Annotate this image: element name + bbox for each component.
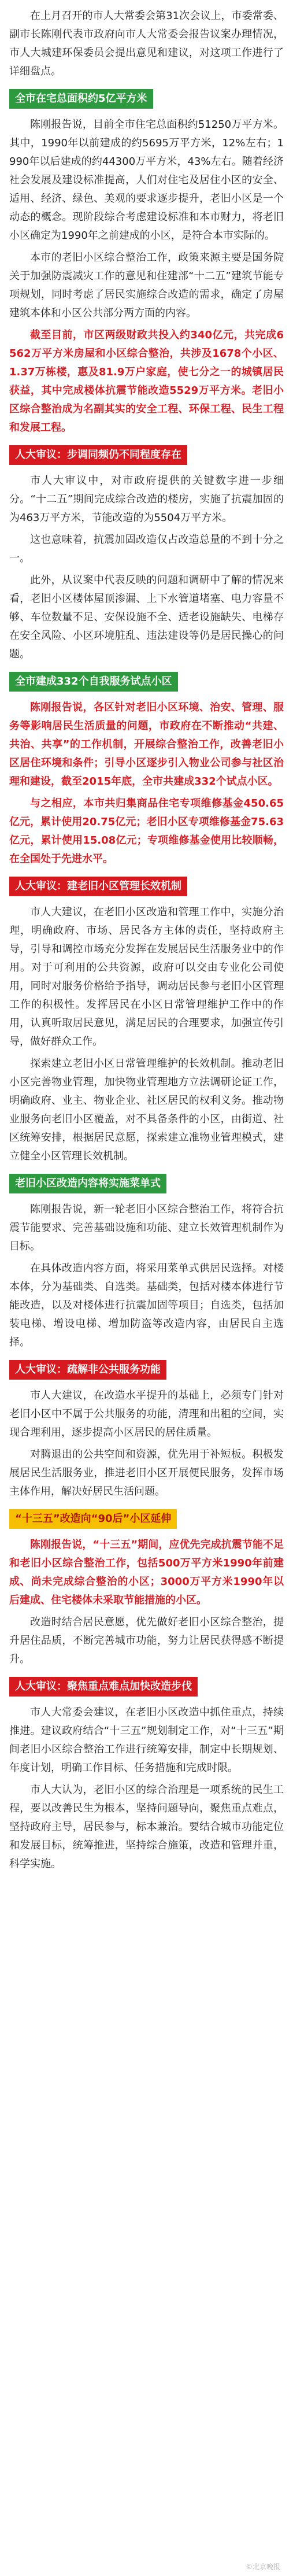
section-banner-review-pace: 人大审议：步调同频仍不同程度存在 xyxy=(9,445,187,465)
watermark-label: ©北京晚报 xyxy=(245,2563,280,2571)
intro-paragraph: 在上月召开的市人大常委会第31次会议上，市委常委、副市长陈刚代表市政府向市人大常委会报告议案办理情况，市人大城建环保委员会提出意见和建议，对这项工作进行了详细盘点。 xyxy=(9,10,284,77)
section-banner-total-area: 全市在宅总面积约5亿平方米 xyxy=(9,89,153,109)
paragraph-mechanism-advice: 市人大建议，在老旧小区改造和管理工作中，实施分治理，明确政府、市场、居民各方主体的责任，坚持政府主导，引导和调控市场充分发挥在发展居民生活服务业中的作用。对于可利用的公共资源，政府可以交由专业化公司使用，同时对服务价格给予指导，调动居民参与老旧小区管理工作的积极性。发挥居民在小区日常管理维护工作中的作用，认真听取居民意见，满足居民的合理要求，加强宣传引导，做好群众工作。 xyxy=(9,906,284,1048)
paragraph-area-report: 陈刚报告说，目前全市住宅总面积约51250万平方米。其中，1990年以前建成的约5695万平方米，12%左右；1990年以后建成的约44300万平方米，43%左右。随着经济社会发展及建设标准提高，人们对住宅及居住小区的安全、适用、经济、绿色、美观的要求逐步提升，老旧小区是一个动态的概念。现阶段综合考虑建设标准和本市财力，将老旧小区确定为1990年之前建成的小区，是符合本市实际的。 xyxy=(9,119,284,242)
paragraph-post90-quality: 改造时结合居民意愿，优先做好老旧小区综合整治，提升居住品质，不断完善城市功能，努力让居民获得感不断提升。 xyxy=(9,1616,284,1665)
paragraph-focus-system: 市人大认为，老旧小区的综合治理是一项系统的民生工程，要以改善民生为根本，坚持问题导向，聚焦重点难点，坚持政府主导，居民参与，标本兼治。要结合城市功能定位和发展目标，统筹推进，坚持综合施策，改造和管理并重，科学实施。 xyxy=(9,1784,284,1870)
section-banner-focus-difficulties: 人大审议：聚焦重点难点加快改造步伐 xyxy=(9,1677,198,1697)
paragraph-maintenance-fund: 与之相应，本市共归集商品住宅专项维修基金450.65亿元，累计使用20.75亿元；老旧小区专项维修基金75.63亿元，累计使用15.08亿元；专项维修基金使用比较顺畅，在全国处于先进水平。 xyxy=(9,797,284,865)
paragraph-review-ratio: 这也意味着，抗震加固改造仅占改造总量的不到十分之一。 xyxy=(9,534,284,564)
section-banner-pilot-communities: 全市建成332个自我服务试点小区 xyxy=(9,672,178,692)
section-banner-post-90s: “十三五”改造向“90后”小区延伸 xyxy=(9,1509,177,1529)
paragraph-menu-goal: 陈刚报告说，新一轮老旧小区综合整治工作，将符合抗震节能要求、完善基础设施和功能、建立长效管理机制作为目标。 xyxy=(9,1203,284,1252)
paragraph-review-problems: 此外，从议案中代表反映的问题和调研中了解的情况来看，老旧小区楼体屋顶渗漏、上下水管道堵塞、电力容量不够、车位数量不足、安保设施不全、适老设施缺失、电梯存在安全风险、小区环境脏乱、违法建设等仍是居民操心的问题。 xyxy=(9,574,284,660)
paragraph-investment-highlight: 截至目前，市区两级财政共投入约340亿元，共完成6562万平方米房屋和小区综合整治，共涉及1678个小区、1.37万栋楼，惠及81.9万户家庭，使七分之一的城镇居民获益，其中完成楼体抗震节能改造5529万平方米。老旧小区综合整治成为名副其实的安全工程、环保工程、民生工程和发展工程。 xyxy=(9,329,284,434)
paragraph-pilot-report: 陈刚报告说，各区针对老旧小区环境、治安、管理、服务等影响居民生活质量的问题，市政府在不断推动“共建、共治、共享”的工作机制，开展综合整治工作，改善老旧小区居住环境和条件；引导小区逐步引入物业公司参与社区治理和建设，截至2015年底，全市共建成332个试点小区。 xyxy=(9,701,284,788)
paragraph-functions-resources: 对腾退出的公共空间和资源，优先用于补短板。积极发展居民生活服务业，推进老旧小区开展便民服务，发挥市场主体作用，解决好居民生活问题。 xyxy=(9,1448,284,1498)
paragraph-review-numbers: 市人大审议中，对市政府提供的关键数字进一步细分。“十二五”期间完成综合改造的楼房，实施了抗震加固的为463万平方米，节能改造的为5504万平方米。 xyxy=(9,475,284,524)
paragraph-menu-content: 在具体改造内容方面，将采用菜单式供居民选择。对楼本体，分为基础类、自选类。基础类，包括对楼本体进行节能改造，以及对楼体进行抗震加固等项目；自选类，包括加装电梯、增设电梯、增加防盗等改造内容，由居民自主选择。 xyxy=(9,1262,284,1348)
paragraph-mechanism-explore: 探索建立老旧小区日常管理维护的长效机制。推动老旧小区完善物业管理，加快物业管理地方立法调研论证工作，明确政府、业主、物业企业、社区居民的权利义务。推动物业服务向老旧小区覆盖，对不具备条件的小区，由街道、社区统筹安排，根据居民意愿，探索建立准物业管理模式，建立健全小区管理长效机制。 xyxy=(9,1058,284,1162)
section-banner-long-term-mechanism: 人大审议：建老旧小区管理长效机制 xyxy=(9,877,187,896)
paragraph-policy-source: 本市的老旧小区综合整治工作，政策来源主要是国务院关于加强防震减灾工作的意见和住建部“十二五”建筑节能专项规划，同时考虑了居民实施综合改造的需求，确定了房屋建筑本体和小区公共部分两方面的内容。 xyxy=(9,252,284,319)
section-banner-non-public-functions: 人大审议：疏解非公共服务功能 xyxy=(9,1360,166,1380)
paragraph-post90-plan: 陈刚报告说，“十三五”期间，应优先完成抗震节能不足和老旧小区综合整治工作，包括500万平方米1990年前建成、尚未完成综合整治的小区；3000万平方米1990年以后建成、住宅楼体未采取节能措施的小区。 xyxy=(9,1539,284,1606)
section-banner-menu-style: 老旧小区改造内容将实施菜单式 xyxy=(9,1174,166,1193)
paragraph-functions-advice: 市人大建议，在改造水平提升的基础上，必须专门针对老旧小区中不属于公共服务的功能，清理和出租的空间，实现合理利用，逐步提高小区居民的居住质量。 xyxy=(9,1389,284,1439)
paragraph-focus-advice: 市人大常委会建议，在老旧小区改造中抓住重点，持续推进。建议政府结合“十三五”规划制定工作，对“十三五”期间老旧小区综合整治工作进行统筹安排，制定中长期规划、年度计划，明确工作目标、任务措施和完成时限。 xyxy=(9,1706,284,1774)
